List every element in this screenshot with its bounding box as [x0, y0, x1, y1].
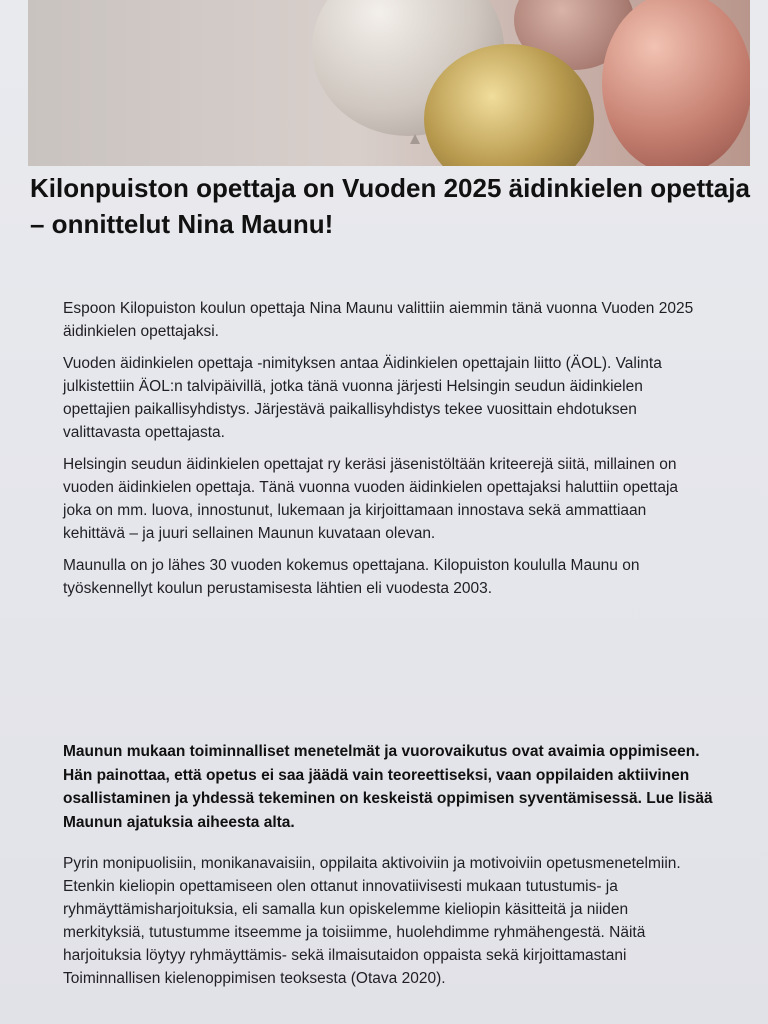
balloon-knot [410, 134, 420, 144]
paragraph-criteria: Helsingin seudun äidinkielen opettajat ry keräsi jäsenistöltään kriteerejä siitä, millainen on vuoden äidinkielen opettaja. Tänä vuonna vuoden äidinkielen opettajaksi haluttiin opettaja joka on mm. luova, innostunut, lukemaan ja kirjoittamaan innostava sekä ammattiaan kehittävä – ja juuri sellainen Maunun kuvataan olevan. [63, 456, 679, 542]
paragraph-nomination: Vuoden äidinkielen opettaja -nimityksen antaa Äidinkielen opettajain liitto (ÄOL). Valinta julkistettiin ÄOL:n talvipäivillä, jotka tänä vuonna järjesti Helsingin seudun äidinkielen opettajien paikallisyhdistys. Järjestävä paikallisyhdistys tekee vuosittain ehdotuksen valittavasta opettajasta. [63, 355, 662, 441]
paragraph-experience: Maunulla on jo lähes 30 vuoden kokemus opettajana. Kilopuiston koululla Maunu on työskennellyt koulun perustamisesta lähtien eli vuodesta 2003. [63, 557, 640, 597]
balloon-rose [602, 0, 750, 166]
article-title: Kilonpuiston opettaja on Vuoden 2025 äidinkielen opettaja – onnittelut Nina Maunu! [30, 173, 750, 239]
article-body [63, 297, 703, 609]
closing-section [63, 852, 703, 990]
highlight-quote: Maunun mukaan toiminnalliset menetelmät ja vuorovaikutus ovat avaimia oppimiseen. Hän painottaa, että opetus ei saa jäädä vain teoreettiseksi, vaan oppilaiden aktiivinen osallistaminen ja yhdessä tekeminen on keskeistä oppimisen syventämisessä. Lue lisää Maunun ajatuksia aiheesta alta. [63, 743, 713, 831]
balloons-banner-image [28, 0, 750, 166]
paragraph-methods: Pyrin monipuolisiin, monikanavaisiin, oppilaita aktivoiviin ja motivoiviin opetusmenetelmiin. Etenkin kieliopin opettamiseen olen ottanut innovatiivisesti mukaan tutustumis- ja ryhmäyttämisharjoituksia, eli samalla kun opiskelemme kieliopin käsitteitä ja niiden merkityksiä, tutustumme itseemme ja toisiimme, huolehdimme ryhmähengestä. Näitä harjoituksia löytyy ryhmäyttämis- sekä ilmaisutaidon oppaista sekä kirjoittamastani Toiminnallisen kielenoppimisen teoksesta (Otava 2020). [63, 855, 681, 987]
paragraph-intro: Espoon Kilopuiston koulun opettaja Nina Maunu valittiin aiemmin tänä vuonna Vuoden 2025 äidinkielen opettajaksi. [63, 300, 694, 340]
